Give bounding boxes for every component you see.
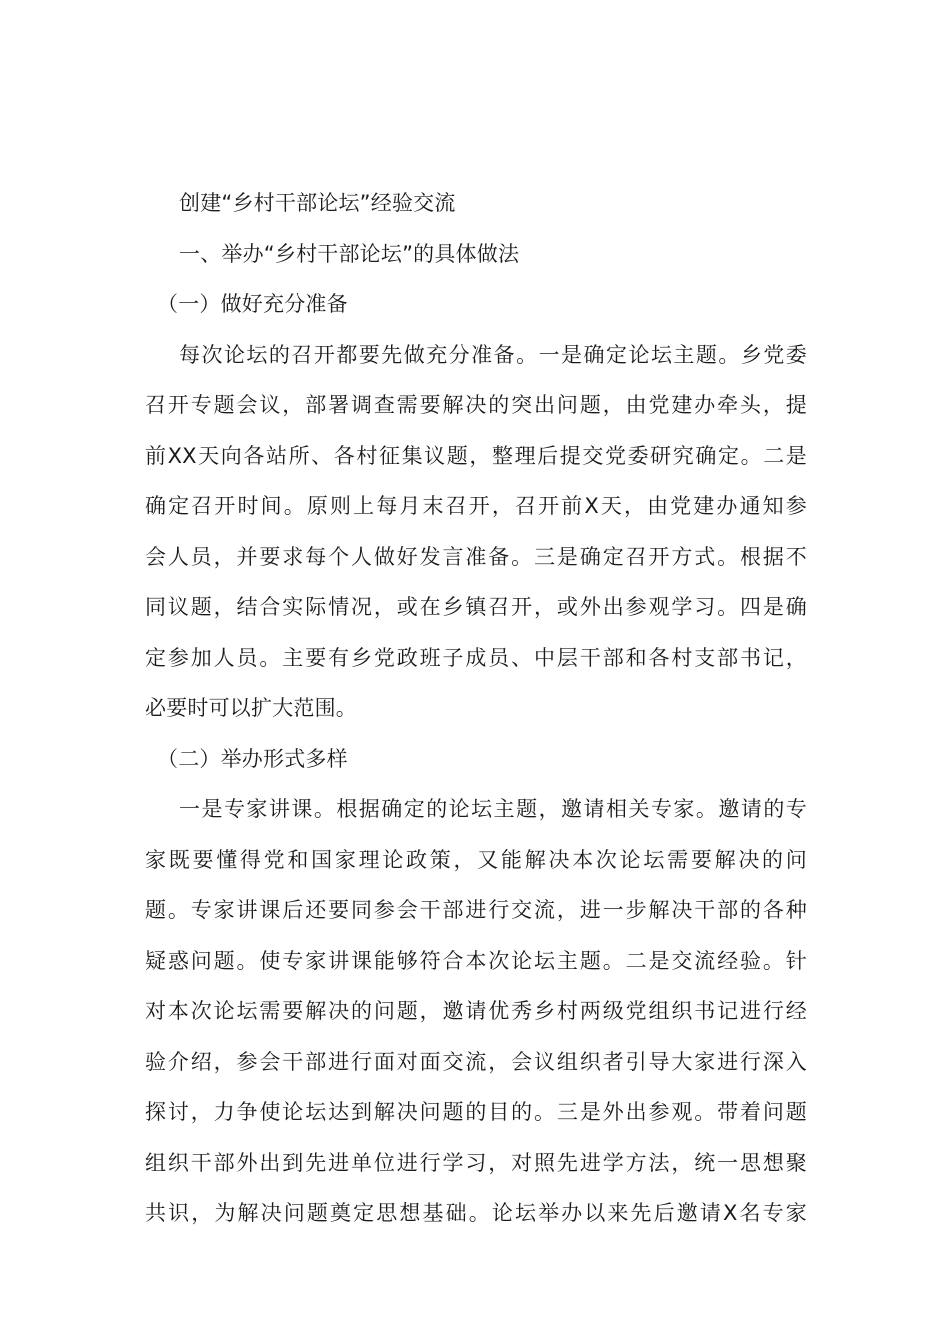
- paragraph-preparation: [145, 330, 807, 734]
- paragraph-line: 共识，为解决问题奠定思想基础。论坛举办以来先后邀请X名专家: [145, 1201, 807, 1225]
- document-body: [145, 178, 807, 1239]
- paragraph-forms: [145, 784, 807, 1239]
- paragraph-line: 同议题，结合实际情况，或在乡镇召开，或外出参观学习。四是确: [145, 595, 807, 619]
- paragraph-line: 对本次论坛需要解决的问题，邀请优秀乡村两级党组织书记进行经: [145, 999, 807, 1023]
- subsection-heading-1: （一）做好充分准备: [157, 292, 348, 316]
- paragraph-line: 召开专题会议，部署调查需要解决的突出问题，由党建办牵头，提: [145, 393, 807, 417]
- section-heading-1: 一、举办“乡村干部论坛”的具体做法: [179, 241, 520, 266]
- paragraph-line: 确定召开时间。原则上每月末召开，召开前X天，由党建办通知参: [145, 494, 807, 518]
- paragraph-line: 一是专家讲课。根据确定的论坛主题，邀请相关专家。邀请的专: [179, 797, 807, 821]
- paragraph-line: 题。专家讲课后还要同参会干部进行交流，进一步解决干部的各种: [145, 898, 807, 922]
- paragraph-line: 必要时可以扩大范围。: [145, 696, 357, 720]
- paragraph-line: 组织干部外出到先进单位进行学习，对照先进学方法，统一思想聚: [145, 1150, 807, 1175]
- subsection-heading-2: （二）举办形式多样: [157, 746, 348, 771]
- paragraph-line: 每次论坛的召开都要先做充分准备。一是确定论坛主题。乡党委: [179, 342, 807, 367]
- paragraph-line: 前XX天向各站所、各村征集议题，整理后提交党委研究确定。二是: [145, 443, 807, 468]
- paragraph-line: 家既要懂得党和国家理论政策，又能解决本次论坛需要解决的问: [145, 847, 807, 872]
- document-title: 创建“乡村干部论坛”经验交流: [179, 191, 456, 215]
- paragraph-line: 会人员，并要求每个人做好发言准备。三是确定召开方式。根据不: [145, 544, 807, 569]
- paragraph-line: 探讨，力争使论坛达到解决问题的目的。三是外出参观。带着问题: [145, 1100, 807, 1124]
- paragraph-line: 疑惑问题。使专家讲课能够符合本次论坛主题。二是交流经验。针: [145, 948, 807, 973]
- paragraph-line: 验介绍，参会干部进行面对面交流，会议组织者引导大家进行深入: [145, 1049, 807, 1074]
- paragraph-line: 定参加人员。主要有乡党政班子成员、中层干部和各村支部书记，: [145, 645, 807, 670]
